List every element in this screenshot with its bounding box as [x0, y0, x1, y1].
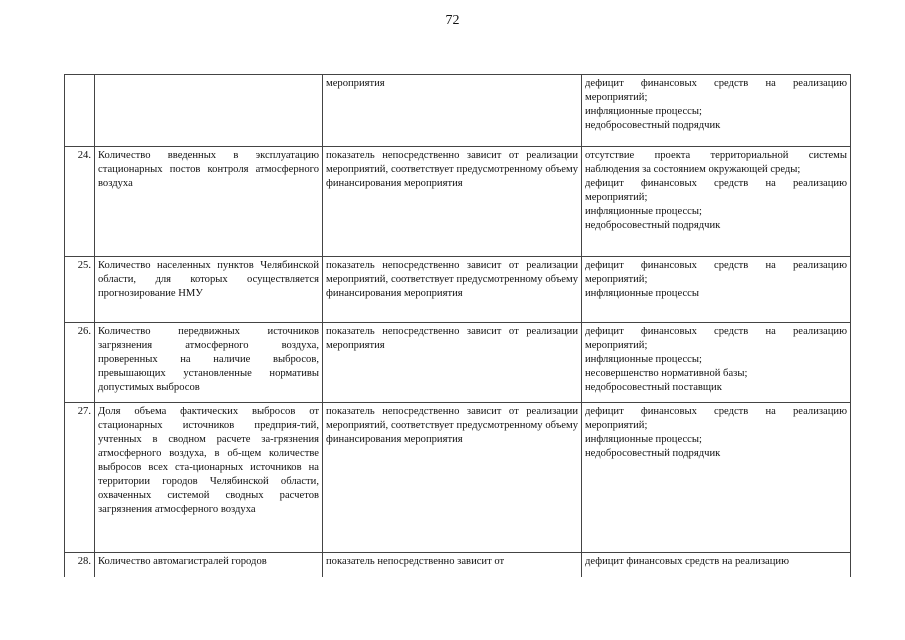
table-row	[65, 403, 851, 553]
indicator-cell-text: Количество автомагистралей городов	[98, 556, 267, 567]
risks-cell-text: недобросовестный подрядчик	[585, 448, 721, 459]
indicators-table	[64, 74, 851, 577]
table-row	[65, 75, 851, 147]
indicator-cell	[95, 257, 323, 323]
risks-cell-text: дефицит финансовых средств на реализацию мероприятий;	[585, 260, 847, 285]
relation-cell-text: показатель непосредственно зависит от реализации мероприятий, соответствует предусмотренному объему финансирования мероприятия	[326, 406, 578, 445]
row-number: 25.	[65, 257, 95, 323]
table-row	[65, 553, 851, 577]
risks-cell-text: недобросовестный подрядчик	[585, 220, 721, 231]
relation-cell	[323, 147, 582, 257]
page-number: 72	[445, 13, 460, 28]
risks-cell	[582, 257, 851, 323]
risks-cell	[582, 323, 851, 403]
row-number	[65, 75, 95, 147]
indicator-cell-text: Количество введенных в эксплуатацию стационарных постов контроля атмосферного воздуха	[98, 150, 319, 189]
relation-cell	[323, 553, 582, 577]
risks-cell	[582, 147, 851, 257]
indicator-cell	[95, 403, 323, 553]
risks-cell-text: отсутствие проекта территориальной системы наблюдения за состоянием окружающей среды;	[585, 150, 847, 175]
indicator-cell-text: Количество передвижных источников загрязнения атмосферного воздуха, проверенных на наличие выбросов, превышающих установленные нормативы допустимых выбросов	[98, 326, 319, 393]
risks-cell-text: инфляционные процессы;	[585, 434, 702, 445]
risks-cell-text: инфляционные процессы;	[585, 106, 702, 117]
relation-cell-text: показатель непосредственно зависит от	[326, 556, 505, 567]
row-number: 26.	[65, 323, 95, 403]
relation-cell	[323, 403, 582, 553]
risks-cell-text: дефицит финансовых средств на реализацию мероприятий;	[585, 78, 847, 103]
risks-cell-text: дефицит финансовых средств на реализацию мероприятий;	[585, 326, 847, 351]
risks-cell	[582, 75, 851, 147]
row-number: 28.	[65, 553, 95, 577]
table-row	[65, 257, 851, 323]
risks-cell-text: дефицит финансовых средств на реализацию мероприятий;	[585, 178, 847, 203]
indicator-cell-text: Доля объема фактических выбросов от стационарных источников предприя-тий, учтенных в сводном расчете за-грязнения атмосферного воздуха, в об-щем количестве выбросов всех ста-ционарных источников на территории городов Челябинской области, охваченных системой сводных расчетов загрязнения атмосферного воздуха	[98, 406, 319, 515]
risks-cell-text: дефицит финансовых средств на реализацию мероприятий;	[585, 406, 847, 431]
indicator-cell-text: Количество населенных пунктов Челябинской области, для которых осуществляется прогнозирование НМУ	[98, 260, 319, 299]
risks-cell-text: несовершенство нормативной базы;	[585, 368, 748, 379]
risks-cell-text: инфляционные процессы;	[585, 206, 702, 217]
relation-cell	[323, 257, 582, 323]
relation-cell-text: показатель непосредственно зависит от реализации мероприятий, соответствует предусмотренному объему финансирования мероприятия	[326, 150, 578, 189]
indicator-cell	[95, 75, 323, 147]
table-row	[65, 323, 851, 403]
risks-cell-text: инфляционные процессы;	[585, 354, 702, 365]
row-number: 27.	[65, 403, 95, 553]
risks-cell	[582, 403, 851, 553]
indicator-cell	[95, 147, 323, 257]
row-number: 24.	[65, 147, 95, 257]
risks-cell-text: недобросовестный поставщик	[585, 382, 722, 393]
relation-cell-text: мероприятия	[326, 78, 385, 89]
risks-cell	[582, 553, 851, 577]
risks-cell-text: недобросовестный подрядчик	[585, 120, 721, 131]
table-row	[65, 147, 851, 257]
relation-cell	[323, 323, 582, 403]
risks-cell-text: инфляционные процессы	[585, 288, 699, 299]
risks-cell-text: дефицит финансовых средств на реализацию	[585, 556, 789, 567]
relation-cell-text: показатель непосредственно зависит от реализации мероприятия	[326, 326, 578, 351]
table-body	[65, 75, 851, 577]
indicator-cell	[95, 323, 323, 403]
relation-cell-text: показатель непосредственно зависит от реализации мероприятий, соответствует предусмотренному объему финансирования мероприятия	[326, 260, 578, 299]
relation-cell	[323, 75, 582, 147]
indicator-cell	[95, 553, 323, 577]
